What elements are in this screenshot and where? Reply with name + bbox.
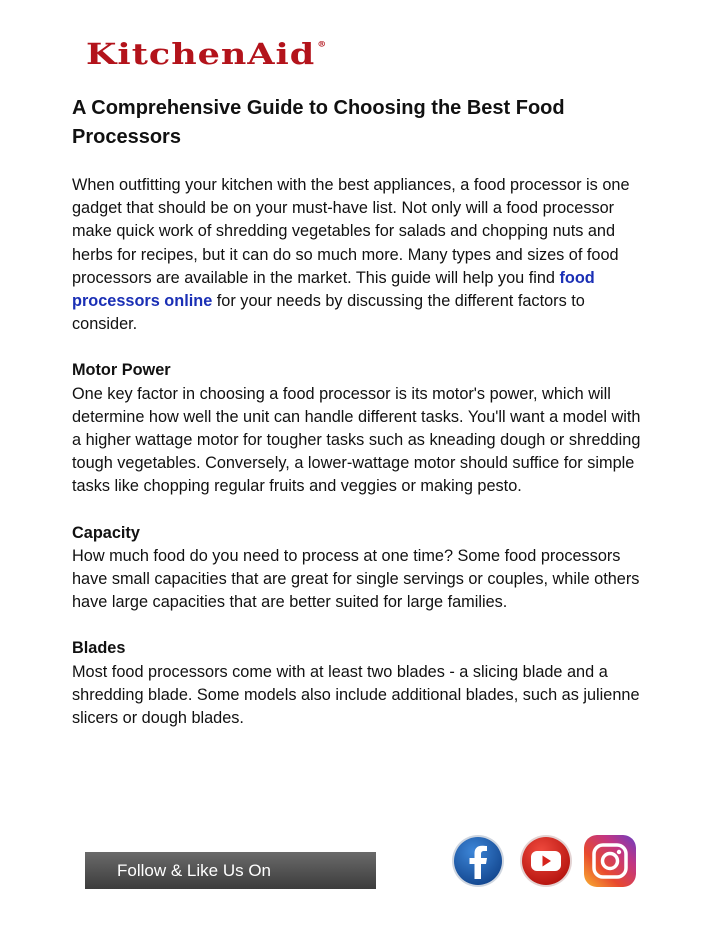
article bbox=[72, 94, 652, 730]
section-title: Motor Power bbox=[72, 361, 171, 380]
intro-text-end: for your needs by discussing the different factors to consider. bbox=[72, 292, 585, 334]
section-body: Most food processors come with at least two blades - a slicing blade and a shredding blade. Some models also include additional blades, such as julienne slicers or dough blades. bbox=[72, 662, 640, 728]
logo-text: KitchenAid bbox=[86, 37, 316, 72]
instagram-icon[interactable] bbox=[584, 835, 636, 887]
follow-us-banner: Follow & Like Us On bbox=[85, 852, 376, 889]
section-motor-power bbox=[72, 359, 652, 498]
intro-text-start: When outfitting your kitchen with the best appliances, a food processor is one gadget that should be on your must-have list. Not only will a food processor make quick work of shredding vegetables for salads and chopping nuts and herbs for recipes, but it can do so much more. Many types and sizes of food processors are available in the market. This guide will help you find bbox=[72, 176, 630, 287]
section-blades bbox=[72, 637, 652, 730]
kitchenaid-logo[interactable] bbox=[86, 37, 328, 72]
section-body: How much food do you need to process at one time? Some food processors have small capacities that are great for single servings or couples, while others have large capacities that are better suited for large families. bbox=[72, 546, 640, 612]
page-title: A Comprehensive Guide to Choosing the Best Food Processors bbox=[72, 97, 565, 148]
section-title: Capacity bbox=[72, 523, 140, 542]
food-processors-online-link[interactable]: food processors online bbox=[72, 268, 595, 311]
section-title: Blades bbox=[72, 639, 126, 658]
registered-mark: ® bbox=[317, 40, 328, 50]
youtube-icon[interactable] bbox=[519, 834, 573, 888]
section-capacity bbox=[72, 522, 652, 615]
facebook-icon[interactable] bbox=[451, 834, 505, 888]
intro-paragraph bbox=[72, 174, 652, 336]
section-body: One key factor in choosing a food processor is its motor's power, which will determine how well the unit can handle different tasks. You'll want a model with a higher wattage motor for tougher tasks such as kneading dough or shredding tough vegetables. Conversely, a lower-wattage motor should suffice for simple tasks like chopping regular fruits and veggies or making pesto. bbox=[72, 384, 641, 496]
